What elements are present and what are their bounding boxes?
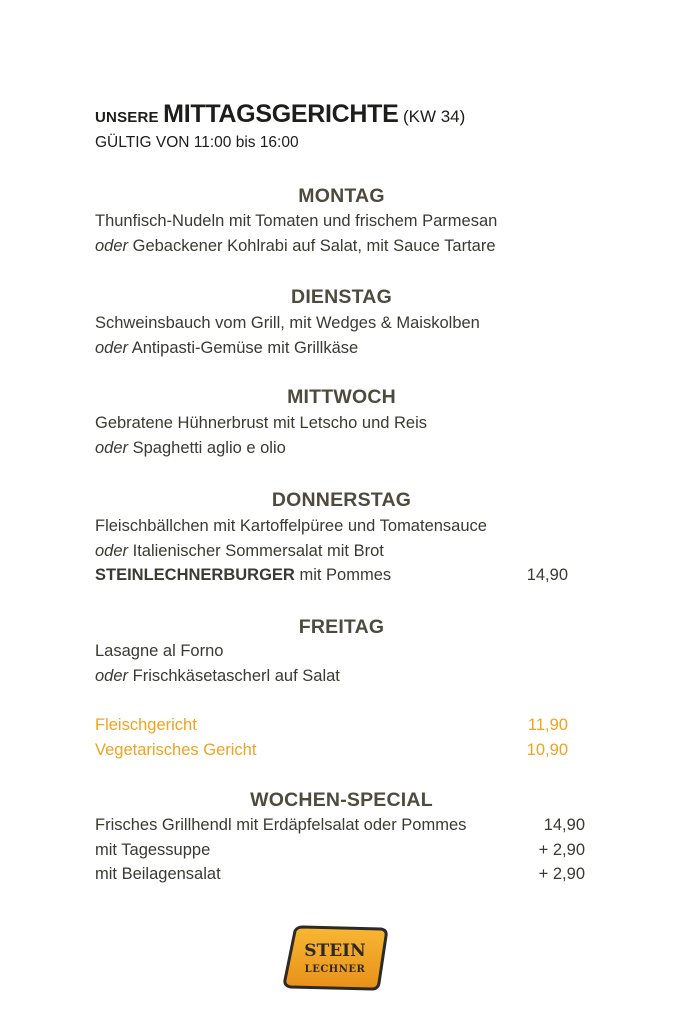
header-prefix: UNSERE [95,109,159,126]
special-item-2-price: + 2,90 [538,841,585,859]
page-title: MITTAGSGERICHTE [163,100,399,128]
week-label: (KW 34) [402,107,466,126]
veg-dish-label: Vegetarisches Gericht [95,741,257,759]
wednesday-dish-1: Gebratene Hühnerbrust mit Letscho und Reis [95,414,428,432]
or-label: oder [95,542,129,560]
validity-text: GÜLTIG VON 11:00 bis 16:00 [95,134,299,151]
burger-name: STEINLECHNERBURGER [95,566,295,584]
burger-price: 14,90 [526,566,568,584]
special-item-2: mit Tagessuppe [95,841,211,859]
or-label: oder [95,667,129,685]
friday-dish-2 [95,667,340,686]
or-label: oder [95,339,129,357]
veg-dish-price: 10,90 [526,741,568,759]
menu-header [95,100,465,132]
meat-dish-label: Fleischgericht [95,716,197,734]
tuesday-dish-1: Schweinsbauch vom Grill, mit Wedges & Maiskolben [95,314,480,332]
meat-dish-price: 11,90 [527,716,568,734]
or-label: oder [95,237,129,255]
or-label: oder [95,439,129,457]
special-item-3: mit Beilagensalat [95,865,221,883]
day-heading-friday: FREITAG [298,616,385,638]
friday-dish-1: Lasagne al Forno [95,642,224,660]
logo-line-1: STEIN [304,941,366,961]
thursday-dish-2 [95,542,384,561]
friday-dish-2-text: Frischkäsetascherl auf Salat [128,667,340,685]
day-heading-monday: MONTAG [298,185,385,207]
weekly-special-heading: WOCHEN-SPECIAL [250,789,433,811]
special-item-1-price: 14,90 [543,816,585,834]
burger-desc: mit Pommes [294,566,392,584]
logo-line-2: LECHNER [304,964,366,975]
day-heading-tuesday: DIENSTAG [291,286,392,308]
tuesday-dish-2 [95,339,358,358]
wednesday-dish-2-text: Spaghetti aglio e olio [128,439,286,457]
day-heading-thursday: DONNERSTAG [271,489,412,511]
steinlechner-logo [281,925,389,991]
monday-dish-2 [95,237,496,256]
monday-dish-1: Thunfisch-Nudeln mit Tomaten und frischem Parmesan [95,212,498,230]
thursday-dish-2-text: Italienischer Sommersalat mit Brot [128,542,384,560]
special-item-3-price: + 2,90 [538,865,585,883]
burger-item [95,566,391,585]
special-item-1: Frisches Grillhendl mit Erdäpfelsalat oder Pommes [95,816,467,834]
day-heading-wednesday: MITTWOCH [287,386,396,408]
tuesday-dish-2-text: Antipasti-Gemüse mit Grillkäse [128,339,359,357]
thursday-dish-1: Fleischbällchen mit Kartoffelpüree und Tomatensauce [95,517,487,535]
wednesday-dish-2 [95,439,286,458]
monday-dish-2-text: Gebackener Kohlrabi auf Salat, mit Sauce Tartare [128,237,496,255]
